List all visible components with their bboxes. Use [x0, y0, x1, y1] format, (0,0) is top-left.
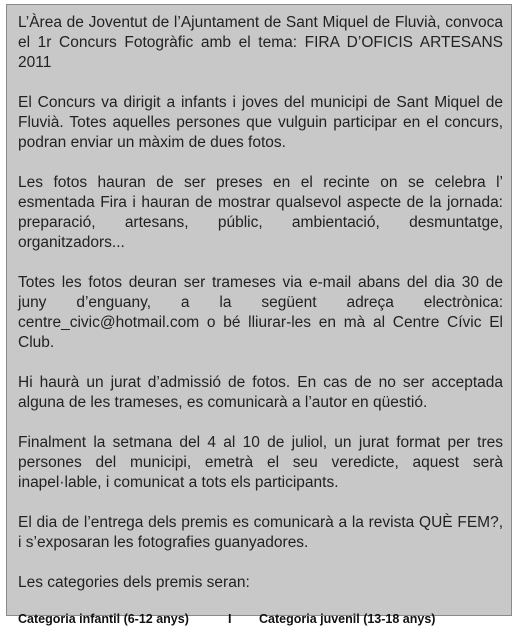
paragraph-eligibility: El Concurs va dirigit a infants i joves del municipi de Sant Miquel de Fluvià. Totes aquelles persones que vulguin participar en el concurs, podran enviar un màxim de dues fotos.: [18, 94, 503, 151]
notice-box: [6, 4, 512, 626]
category-juvenil: Categoria juvenil (13-18 anys): [259, 612, 436, 626]
paragraph-awards: El dia de l’entrega dels premis es comunicarà a la revista QUÈ FEM?, i s’exposaran les fotografies guanyadores.: [18, 514, 503, 551]
paragraph-submission: Totes les fotos deuran ser trameses via e-mail abans del dia 30 de juny d’enguany, a la següent adreça electrònica: centre_civic@hotmail.com o bé lliurar-les en mà al Centre Cívic El Club.: [18, 274, 503, 351]
notice-content: [18, 13, 503, 627]
categories-line: [18, 611, 503, 627]
paragraph-jury-admission: Hi haurà un jurat d’admissió de fotos. En cas de no ser acceptada alguna de les trameses, es comunicarà a l’autor en qüestió.: [18, 374, 503, 411]
paragraph-verdict: Finalment la setmana del 4 al 10 de juliol, un jurat format per tres persones del municipi, emetrà el seu veredicte, aquest serà inapel·lable, i comunicat a tots els participants.: [18, 434, 503, 491]
paragraph-intro: L’Àrea de Joventut de l’Ajuntament de Sant Miquel de Fluvià, convoca el 1r Concurs Fotogràfic amb el tema: FIRA D’OFICIS ARTESANS 2011: [18, 14, 503, 71]
category-separator: I: [228, 612, 232, 626]
paragraph-photo-rules: Les fotos hauran de ser preses en el recinte on se celebra l’ esmentada Fira i hauran de mostrar qualsevol aspecte de la jornada: preparació, artesans, públic, ambientació, desmuntatge, organitzadors...: [18, 174, 503, 251]
category-infantil: Categoria infantil (6-12 anys): [18, 612, 189, 626]
paragraph-categories-intro: Les categories dels premis seran:: [18, 574, 250, 591]
